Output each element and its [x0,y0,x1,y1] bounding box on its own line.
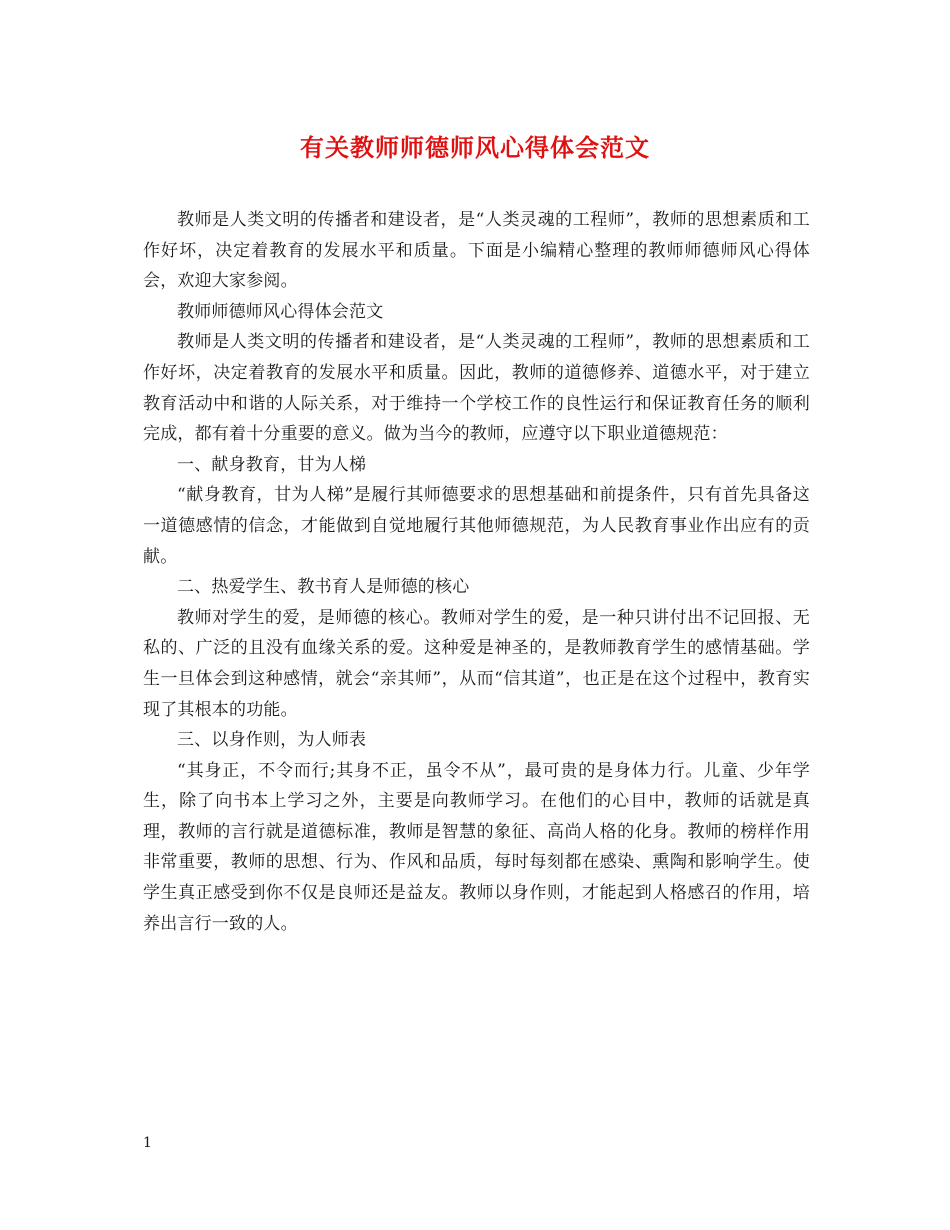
document-body [143,205,810,939]
heading-section-2: 二、热爱学生、教书育人是师德的核心 [177,577,470,598]
paragraph-intro: 教师是人类文明的传播者和建设者，是“人类灵魂的工程师”，教师的思想素质和工作好坏，决定着教育的发展水平和质量。下面是小编精心整理的教师师德师风心得体会，欢迎大家参阅。 [143,210,810,292]
paragraph-section-2: 教师对学生的爱，是师德的核心。教师对学生的爱，是一种只讲付出不记回报、无私的、广泛的且没有血缘关系的爱。这种爱是神圣的，是教师教育学生的感情基础。学生一旦体会到这种感情，就会“亲其师”，从而“信其道”，也正是在这个过程中，教育实现了其根本的功能。 [143,607,810,720]
heading-section-1: 一、献身教育，甘为人梯 [177,454,367,475]
paragraph-section-1: “献身教育，甘为人梯”是履行其师德要求的思想基础和前提条件，只有首先具备这一道德感情的信念，才能做到自觉地履行其他师德规范，为人民教育事业作出应有的贡献。 [143,485,810,567]
heading-section-3: 三、以身作则，为人师表 [177,730,367,751]
paragraph-section-3: “其身正，不令而行;其身不正，虽令不从”，最可贵的是身体力行。儿童、少年学生，除了向书本上学习之外，主要是向教师学习。在他们的心目中，教师的话就是真理，教师的言行就是道德标准，教师是智慧的象征、高尚人格的化身。教师的榜样作用非常重要，教师的思想、行为、作风和品质，每时每刻都在感染、熏陶和影响学生。使学生真正感受到你不仅是良师还是益友。教师以身作则，才能起到人格感召的作用，培养出言行一致的人。 [143,760,810,934]
page-number: 1 [143,1135,152,1151]
paragraph-subtitle: 教师师德师风心得体会范文 [177,301,384,322]
paragraph-overview: 教师是人类文明的传播者和建设者，是“人类灵魂的工程师”，教师的思想素质和工作好坏，决定着教育的发展水平和质量。因此，教师的道德修养、道德水平，对于建立教育活动中和谐的人际关系，对于维持一个学校工作的良性运行和保证教育任务的顺利完成，都有着十分重要的意义。做为当今的教师，应遵守以下职业道德规范： [143,332,810,445]
document-title: 有关教师师德师风心得体会范文 [300,133,650,162]
